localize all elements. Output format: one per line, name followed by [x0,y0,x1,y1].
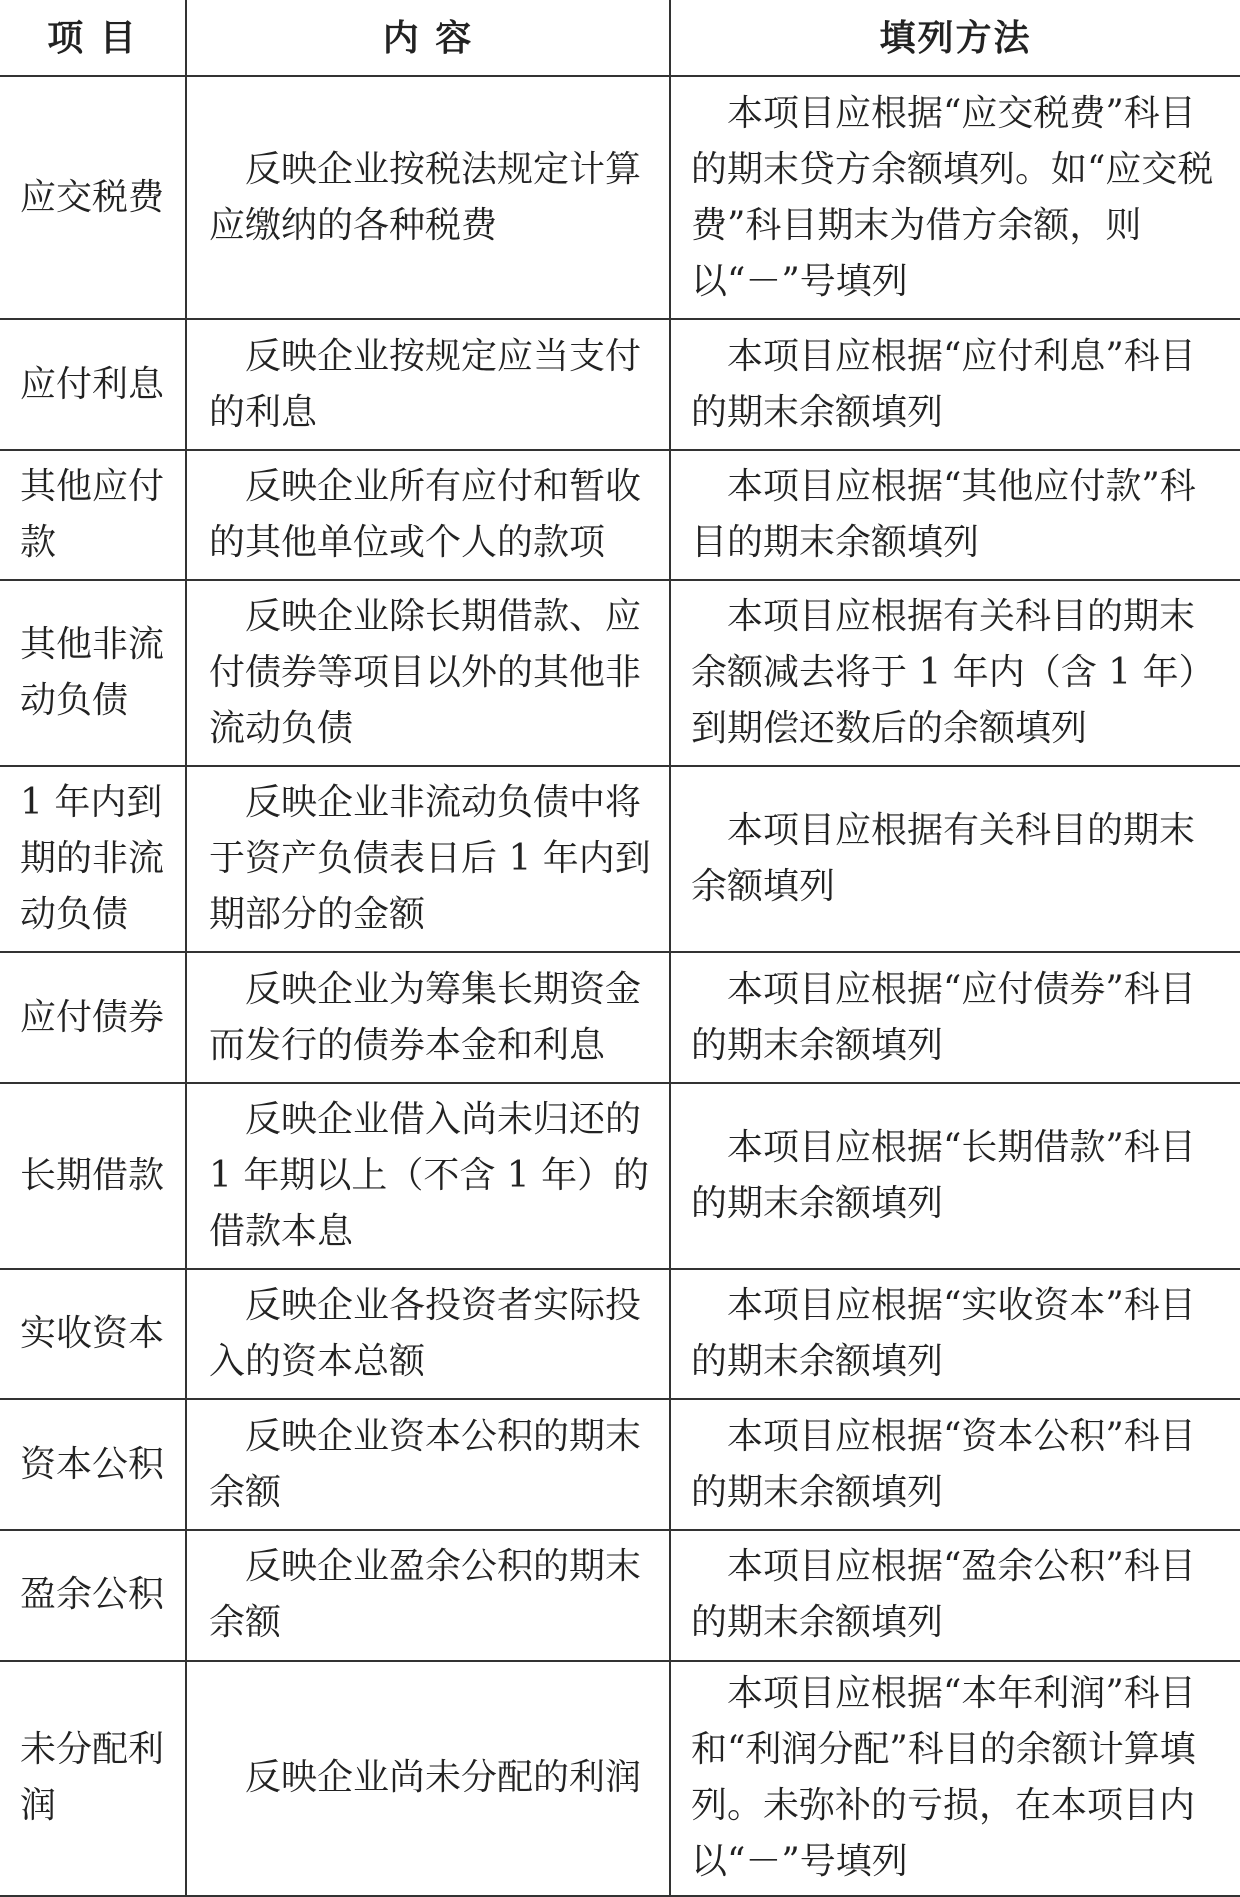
cell-method: 本项目应根据“应付债券”科目的期末余额填列 [670,952,1240,1083]
cell-item: 其他非流动负债 [0,580,186,766]
cell-method: 本项目应根据“其他应付款”科目的期末余额填列 [670,450,1240,581]
table-row [0,319,1240,450]
cell-item: 实收资本 [0,1269,186,1400]
table-header-row [0,0,1240,76]
table-row [0,1269,1240,1400]
cell-item: 未分配利润 [0,1661,186,1896]
cell-method: 本项目应根据有关科目的期末余额减去将于 1 年内（含 1 年）到期偿还数后的余额填列 [670,580,1240,766]
cell-content: 反映企业盈余公积的期末余额 [186,1530,670,1661]
cell-item: 资本公积 [0,1399,186,1530]
cell-method: 本项目应根据“应付利息”科目的期末余额填列 [670,319,1240,450]
cell-content: 反映企业为筹集长期资金而发行的债券本金和利息 [186,952,670,1083]
cell-content: 反映企业按规定应当支付的利息 [186,319,670,450]
table-row [0,1083,1240,1269]
table-row [0,1399,1240,1530]
cell-item: 其他应付款 [0,450,186,581]
cell-method: 本项目应根据“盈余公积”科目的期末余额填列 [670,1530,1240,1661]
cell-item: 长期借款 [0,1083,186,1269]
header-item: 项 目 [0,0,186,76]
table-row [0,952,1240,1083]
cell-method: 本项目应根据有关科目的期末余额填列 [670,766,1240,952]
cell-content: 反映企业非流动负债中将于资产负债表日后 1 年内到期部分的金额 [186,766,670,952]
cell-content: 反映企业资本公积的期末余额 [186,1399,670,1530]
table-row [0,1661,1240,1896]
cell-content: 反映企业尚未分配的利润 [186,1661,670,1896]
cell-content: 反映企业各投资者实际投入的资本总额 [186,1269,670,1400]
cell-method: 本项目应根据“资本公积”科目的期末余额填列 [670,1399,1240,1530]
cell-method: 本项目应根据“长期借款”科目的期末余额填列 [670,1083,1240,1269]
cell-content: 反映企业所有应付和暂收的其他单位或个人的款项 [186,450,670,581]
table-row [0,450,1240,581]
cell-item: 1 年内到期的非流动负债 [0,766,186,952]
cell-content: 反映企业按税法规定计算应缴纳的各种税费 [186,76,670,319]
cell-method: 本项目应根据“应交税费”科目的期末贷方余额填列。如“应交税费”科目期末为借方余额，则以“－”号填列 [670,76,1240,319]
table-row [0,76,1240,319]
cell-method: 本项目应根据“本年利润”科目和“利润分配”科目的余额计算填列。未弥补的亏损，在本项目内以“－”号填列 [670,1661,1240,1896]
cell-content: 反映企业借入尚未归还的 1 年期以上（不含 1 年）的借款本息 [186,1083,670,1269]
cell-item: 应交税费 [0,76,186,319]
cell-content: 反映企业除长期借款、应付债券等项目以外的其他非流动负债 [186,580,670,766]
table-row [0,580,1240,766]
cell-item: 盈余公积 [0,1530,186,1661]
header-content: 内 容 [186,0,670,76]
cell-method: 本项目应根据“实收资本”科目的期末余额填列 [670,1269,1240,1400]
table-row [0,1530,1240,1661]
cell-item: 应付利息 [0,319,186,450]
cell-item: 应付债券 [0,952,186,1083]
table-row [0,766,1240,952]
header-method: 填列方法 [670,0,1240,76]
